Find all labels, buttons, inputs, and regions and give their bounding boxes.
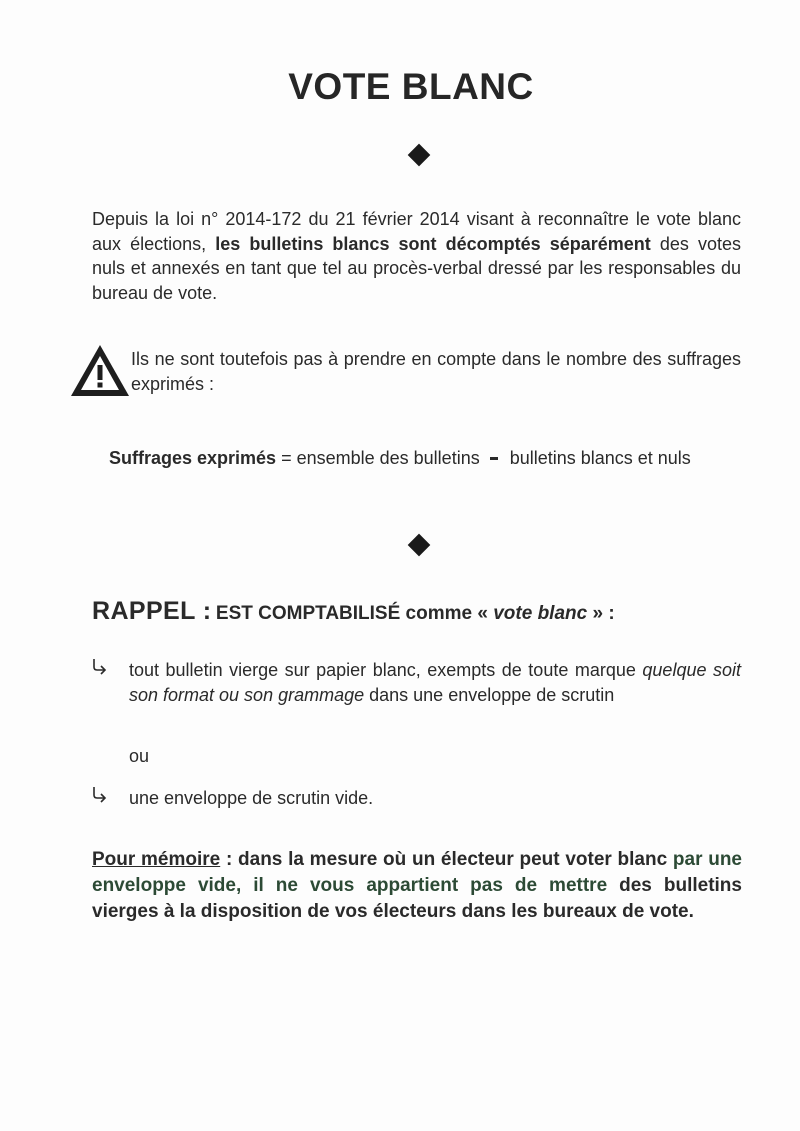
hooked-arrow-icon (90, 658, 108, 676)
item-1-text: tout bulletin vierge sur papier blanc, exempts de toute marque (129, 660, 643, 680)
item-1-italic-text: quelque soit son format ou son grammage (129, 660, 741, 705)
rappel-label: RAPPEL : (92, 597, 212, 625)
ou-text: ou (129, 746, 150, 766)
intro-bold-text: les bulletins blancs sont décomptés séparément (215, 233, 651, 254)
memo-green-text: par une enveloppe vide, il ne vous appartient pas de mettre (92, 849, 743, 896)
formula-rest: bulletins blancs et nuls (509, 448, 691, 468)
memo-label: Pour mémoire (92, 849, 221, 870)
list-item-2: une enveloppe de scrutin vide. (129, 788, 374, 808)
rappel-end: » : (587, 603, 615, 624)
memo-line-1: : dans la mesure où un électeur peut voter blanc (220, 849, 673, 870)
rappel-est: EST COMPTABILISÉ (215, 603, 401, 624)
item-1-text-end: dans une enveloppe de scrutin (364, 684, 615, 705)
list-item-1 (129, 658, 741, 707)
rappel-vote-blanc: vote blanc (493, 603, 588, 624)
diamond-separator-icon (408, 144, 431, 167)
intro-text-2: des votes nuls et annexés en tant que tel au procès-verbal dressé par les responsables du bureau de vote. (92, 233, 741, 303)
memo-line-2: des bulletins vierges à la disposition de vos électeurs dans les bureaux de vote. (92, 875, 742, 922)
hooked-arrow-icon (90, 786, 108, 804)
warning-triangle-icon (69, 343, 131, 399)
intro-paragraph (92, 207, 741, 305)
rappel-heading (92, 597, 615, 626)
intro-text-1: Depuis la loi n° 2014-172 du 21 février 2014 visant à reconnaître le vote blanc aux élections, (92, 209, 741, 254)
minus-icon (490, 457, 498, 460)
warning-text: Ils ne sont toutefois pas à prendre en compte dans le nombre des suffrages exprimés : (131, 349, 741, 394)
page-title: VOTE BLANC (288, 66, 534, 107)
diamond-separator-icon (408, 534, 431, 557)
memo-paragraph (92, 847, 742, 925)
suffrages-formula (109, 448, 789, 469)
rappel-comme: comme « (400, 603, 494, 624)
formula-term: Suffrages exprimés (109, 448, 277, 468)
formula-equals: = ensemble des bulletins (276, 448, 480, 468)
